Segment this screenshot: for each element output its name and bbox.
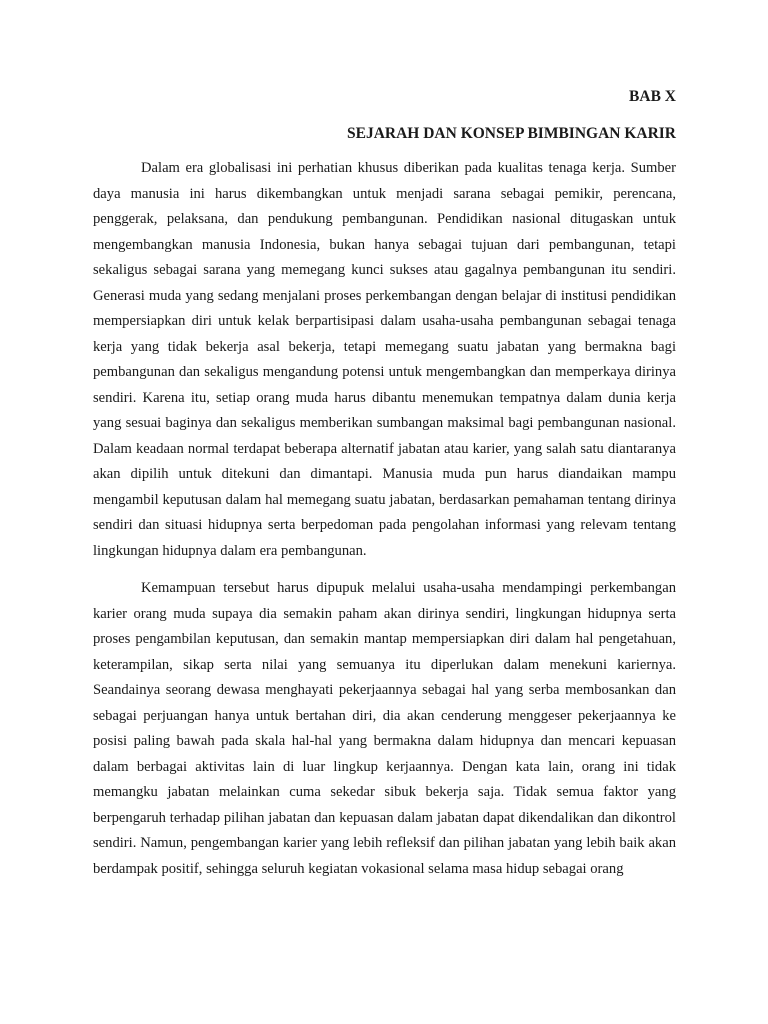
body-paragraph-1: Dalam era globalisasi ini perhatian khusus diberikan pada kualitas tenaga kerja. Sumber daya manusia ini harus dikembangkan untuk menjadi sarana sebagai pemikir, perencana, penggerak, pelaksana, dan pendukung pembangunan. Pendidikan nasional ditugaskan untuk mengembangkan manusia Indonesia, bukan hanya sebagai tujuan dari pembangunan, tetapi sekaligus sebagai sarana yang memegang kunci sukses atau gagalnya pembangunan itu sendiri. Generasi muda yang sedang menjalani proses perkembangan dengan belajar di institusi pendidikan mempersiapkan diri untuk kelak berpartisipasi dalam usaha-usaha pembangunan sebagai tenaga kerja yang tidak bekerja asal bekerja, tetapi memegang suatu jabatan yang bermakna bagi pembangunan dan sekaligus mengandung potensi untuk mengembangkan dan memperkaya dirinya sendiri. Karena itu, setiap orang muda harus dibantu menemukan tempatnya dalam dunia kerja yang sesuai baginya dan sekaligus memberikan sumbangan maksimal bagi pembangunan nasional. Dalam keadaan normal terdapat beberapa alternatif jabatan atau karier, yang salah satu diantaranya akan dipilih untuk ditekuni dan dimantapi. Manusia muda pun harus diandaikan mampu mengambil keputusan dalam hal memegang suatu jabatan, berdasarkan pemahaman tentang dirinya sendiri dan situasi hidupnya serta berpedoman pada pengolahan informasi yang relevam tentang lingkungan hidupnya dalam era pembangunan. xyxy=(93,160,676,559)
document-page xyxy=(93,82,676,882)
body-paragraph-2: Kemampuan tersebut harus dipupuk melalui usaha-usaha mendampingi perkembangan karier orang muda supaya dia semakin paham akan dirinya sendiri, lingkungan hidupnya serta proses pengambilan keputusan, dan semakin mantap mempersiapkan diri dalam hal pengetahuan, keterampilan, sikap serta nilai yang semuanya itu diperlukan dalam menekuni kariernya. Seandainya seorang dewasa menghayati pekerjaannya sebagai hal yang serba membosankan dan sebagai perjuangan hanya untuk bertahan diri, dia akan cenderung menggeser pekerjaannya ke posisi paling bawah pada skala hal-hal yang bermakna dalam hidupnya dan mencari kepuasan dalam berbagai aktivitas lain di luar lingkup kerjaannya. Dengan kata lain, orang ini tidak memangku jabatan melainkan cuma sekedar sibuk bekerja saja. Tidak semua faktor yang berpengaruh terhadap pilihan jabatan dan kepuasan dalam jabatan dapat dikendalikan dan dikontrol sendiri. Namun, pengembangan karier yang lebih refleksif dan pilihan jabatan yang lebih baik akan berdampak positif, sehingga seluruh kegiatan vokasional selama masa hidup sebagai orang xyxy=(93,580,676,877)
chapter-heading: BAB X xyxy=(629,88,676,105)
chapter-title: SEJARAH DAN KONSEP BIMBINGAN KARIR xyxy=(347,125,676,142)
